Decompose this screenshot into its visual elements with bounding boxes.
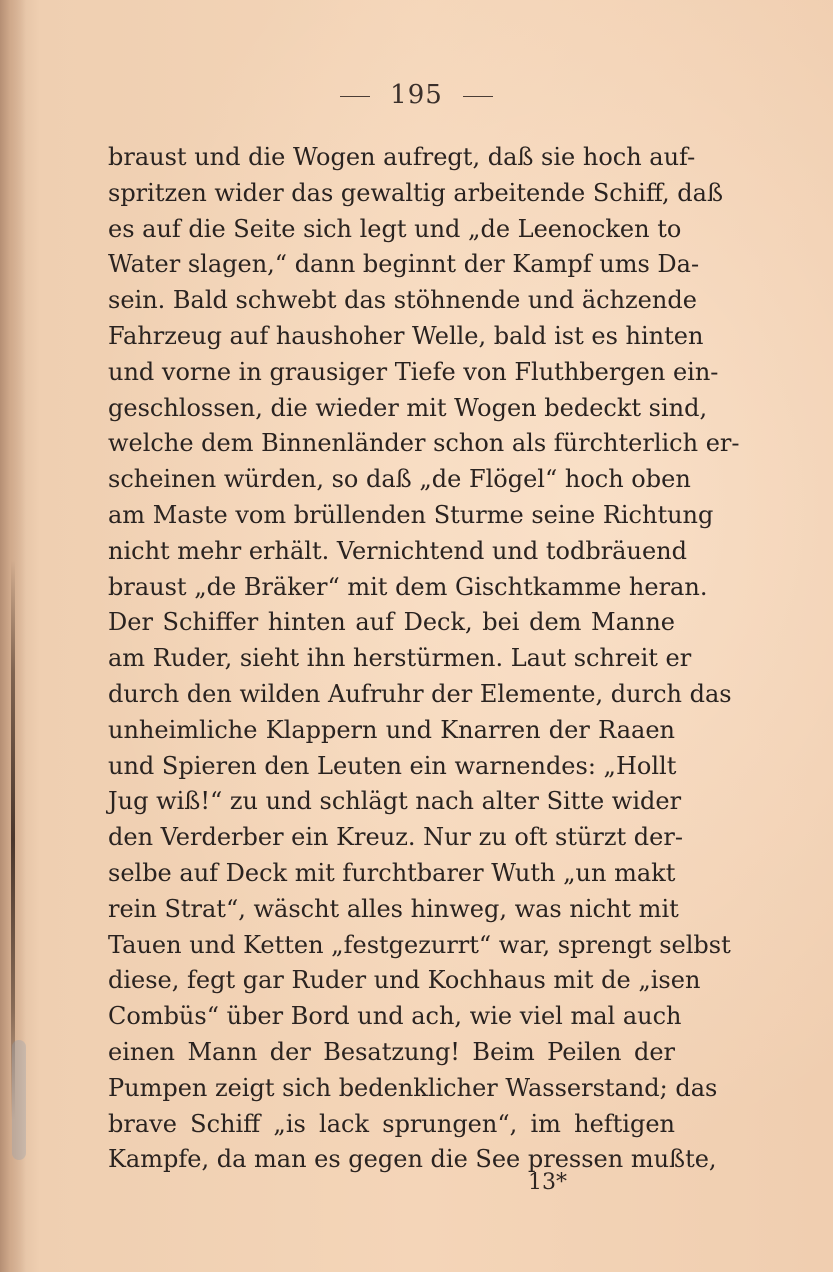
text-line: brave Schiff „is lack sprungen“, im heftigen — [108, 1109, 675, 1138]
text-line: nicht mehr erhält. Vernichtend und todbräuend — [108, 536, 687, 565]
text-line: den Verderber ein Kreuz. Nur zu oft stürzt der- — [108, 823, 683, 852]
text-line: und Spieren den Leuten ein warnendes: „Hollt — [108, 751, 677, 780]
text-line: Combüs“ über Bord und ach, wie viel mal auch — [108, 1002, 682, 1031]
header-dash-right — [463, 96, 493, 97]
paper-stain — [12, 1040, 26, 1160]
text-line: Jug wiß!“ zu und schlägt nach alter Sitte wider — [108, 787, 682, 816]
text-line: Kampfe, da man es gegen die See pressen mußte, — [108, 1145, 717, 1174]
text-line: braust und die Wogen aufregt, daß sie hoch auf- — [108, 143, 696, 171]
text-line: braust „de Bräker“ mit dem Gischtkamme heran. — [108, 572, 708, 601]
text-line: am Ruder, sieht ihn herstürmen. Laut schreit er — [108, 644, 692, 673]
text-line: es auf die Seite sich legt und „de Leenocken to — [108, 214, 682, 243]
header-dash-left — [340, 96, 370, 97]
text-line: Water slagen,“ dann beginnt der Kampf ums Da- — [108, 250, 700, 279]
text-line: selbe auf Deck mit furchtbarer Wuth „un makt — [108, 858, 676, 887]
page-header — [0, 80, 833, 110]
text-line: rein Strat“, wäscht alles hinweg, was nicht mit — [108, 894, 679, 923]
binding-crack — [11, 560, 15, 1120]
text-line: Pumpen zeigt sich bedenklicher Wasserstand; das — [108, 1073, 718, 1102]
text-line: am Maste vom brüllenden Sturme seine Richtung — [108, 500, 714, 529]
text-line: geschlossen, die wieder mit Wogen bedeckt sind, — [108, 393, 708, 422]
text-line: Der Schiffer hinten auf Deck, bei dem Manne — [108, 608, 675, 637]
text-line: scheinen würden, so daß „de Flögel“ hoch oben — [108, 465, 691, 494]
body-text — [108, 140, 740, 1178]
text-line: sein. Bald schwebt das stöhnende und ächzende — [108, 286, 697, 315]
text-line: einen Mann der Besatzung! Beim Peilen der — [108, 1037, 675, 1066]
text-line: spritzen wider das gewaltig arbeitende Schiff, daß — [108, 178, 724, 207]
text-line: unheimliche Klappern und Knarren der Raaen — [108, 715, 675, 744]
text-line: Fahrzeug auf haushoher Welle, bald ist es hinten — [108, 321, 704, 350]
page-number: 195 — [390, 80, 443, 110]
text-line: welche dem Binnenländer schon als fürchterlich er- — [108, 429, 740, 458]
text-line: und vorne in grausiger Tiefe von Fluthbergen ein- — [108, 357, 719, 386]
text-line: durch den wilden Aufruhr der Elemente, durch das — [108, 679, 732, 708]
text-line: Tauen und Ketten „festgezurrt“ war, sprengt selbst — [108, 930, 731, 959]
text-line: diese, fegt gar Ruder und Kochhaus mit de „isen — [108, 966, 701, 995]
signature-mark: 13* — [528, 1170, 567, 1195]
